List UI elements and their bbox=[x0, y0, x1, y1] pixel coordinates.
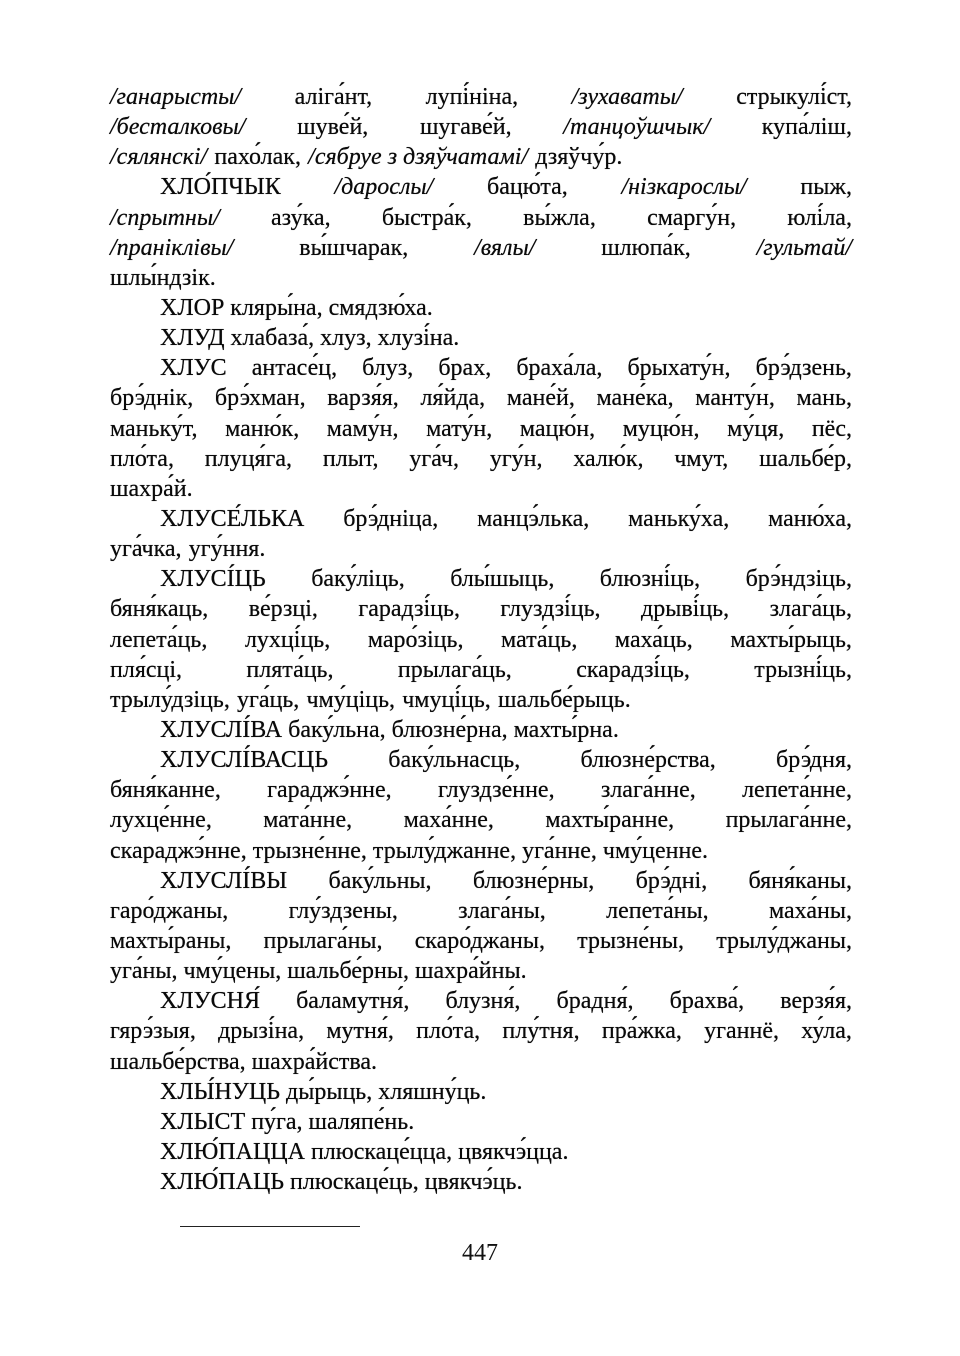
usage-note: /гультай/ bbox=[756, 234, 852, 261]
usage-note: /бесталковы/ bbox=[110, 114, 246, 141]
synonym-text: варзя́я, bbox=[327, 385, 399, 412]
synonym-text: лепета́ць, bbox=[110, 626, 208, 653]
synonym-text: мата́ць, bbox=[501, 626, 578, 653]
synonym-text: шальбе́рства, шахра́йства. bbox=[110, 1048, 378, 1075]
synonym-text: бяня́каны, bbox=[748, 867, 852, 894]
text-line bbox=[110, 625, 852, 655]
text-line bbox=[110, 1107, 852, 1137]
dictionary-entry bbox=[110, 82, 852, 172]
synonym-text: уганнё, bbox=[704, 1018, 779, 1045]
synonym-text: маха́ць, bbox=[614, 626, 693, 653]
text-line bbox=[110, 82, 852, 112]
synonym-text: маха́нне, bbox=[403, 807, 494, 834]
synonym-text: гярэ́зыя, bbox=[110, 1018, 196, 1045]
synonym-text: мане́ка, bbox=[596, 385, 674, 412]
text-line bbox=[110, 564, 852, 594]
synonym-text: бяня́канне, bbox=[110, 777, 221, 804]
synonym-text: прылага́ны, bbox=[263, 927, 383, 954]
synonym-text: лепета́ны, bbox=[606, 897, 709, 924]
synonym-text: скаро́джаны, bbox=[414, 927, 546, 954]
dictionary-entry bbox=[110, 504, 852, 564]
synonym-text: блюзне́рства, bbox=[580, 747, 716, 774]
synonym-text: вы́шчарак, bbox=[299, 234, 409, 261]
synonym-text: стрыкулі́ст, bbox=[736, 84, 852, 110]
synonym-text: лухці́ць, bbox=[244, 626, 331, 653]
synonym-text: баку́ліць, bbox=[311, 566, 405, 593]
synonym-text: халю́к, bbox=[573, 445, 644, 472]
usage-note: /сябруе з дзяўчатамі/ bbox=[308, 144, 529, 171]
synonym-text: мата́нне, bbox=[263, 807, 353, 834]
synonym-text: ве́рзці, bbox=[248, 596, 318, 623]
usage-note: /праніклівы/ bbox=[110, 234, 234, 261]
synonym-text: трылу́дзіць, bbox=[110, 686, 230, 713]
synonym-text: трызне́ны, bbox=[577, 927, 685, 954]
synonym-text: верзя́я, bbox=[780, 988, 852, 1015]
synonym-text: шальбе́рыць. bbox=[497, 686, 631, 713]
synonym-text: трызні́ць, bbox=[754, 656, 852, 683]
text-line bbox=[110, 353, 852, 383]
text-line bbox=[110, 112, 852, 142]
text-line bbox=[110, 534, 852, 564]
synonym-text: трылу́джаны, bbox=[716, 927, 852, 954]
synonym-text: пра́жка, bbox=[601, 1018, 682, 1045]
synonym-text: брахва́, bbox=[669, 988, 745, 1015]
synonym-text: брэ́дні, bbox=[635, 867, 708, 894]
synonym-text: блюзне́рны, bbox=[472, 867, 595, 894]
headword-text: ХЛУС bbox=[160, 355, 227, 382]
synonym-text: баку́льны, bbox=[328, 867, 432, 894]
synonym-text: уга́ць, bbox=[237, 686, 300, 713]
synonym-text: уга́чка, bbox=[110, 536, 182, 563]
synonym-text: брыхату́н, bbox=[627, 355, 731, 382]
headword-text: ХЛУСНЯ́ bbox=[160, 988, 260, 1015]
dictionary-entry bbox=[110, 1137, 852, 1167]
synonym-text: махты́рыць, bbox=[730, 626, 852, 653]
synonym-text: злага́ны, bbox=[458, 897, 546, 924]
dictionary-entry bbox=[110, 745, 852, 866]
synonym-text: мань, bbox=[796, 385, 852, 412]
synonym-text: уга́ны, чму́цены, шальбе́рны, шахра́йны. bbox=[110, 958, 527, 985]
synonym-text: шуве́й, bbox=[297, 114, 369, 141]
synonym-text: глу́здзены, bbox=[288, 897, 398, 924]
synonym-text: мане́й, bbox=[506, 385, 575, 412]
text-line bbox=[110, 1016, 852, 1046]
headword-text: ХЛЫ́НУЦЬ ды́рыць, хляшну́ць. bbox=[160, 1078, 487, 1105]
text-line bbox=[110, 263, 852, 293]
dictionary-entry bbox=[110, 323, 852, 353]
synonym-text: му́ця, bbox=[727, 415, 785, 442]
text-line bbox=[110, 323, 852, 353]
dictionary-entry bbox=[110, 1167, 852, 1197]
synonym-text: брэ́дніца, bbox=[343, 505, 439, 532]
synonym-text: брэ́ндзіць, bbox=[745, 566, 852, 593]
synonym-text: лупі́ніна, bbox=[425, 84, 519, 110]
text-line bbox=[110, 293, 852, 323]
synonym-text: брэ́хман, bbox=[214, 385, 306, 412]
synonym-text: ля́йда, bbox=[420, 385, 486, 412]
text-line bbox=[110, 1167, 852, 1197]
synonym-text: блузня́, bbox=[445, 988, 521, 1015]
text-line bbox=[110, 715, 852, 745]
text-line bbox=[110, 142, 852, 172]
synonym-text: угу́ння. bbox=[188, 536, 266, 563]
synonym-text: баку́льнасць, bbox=[388, 747, 521, 774]
dictionary-entry bbox=[110, 866, 852, 987]
synonym-text: маро́зіць, bbox=[367, 626, 464, 653]
synonym-text: плу́тня, bbox=[502, 1018, 580, 1045]
usage-note: /дарослы/ bbox=[334, 174, 434, 201]
synonym-text: злага́нне, bbox=[600, 777, 696, 804]
usage-note: /танцоўшчык/ bbox=[563, 114, 711, 141]
synonym-text: шлюпа́к, bbox=[601, 234, 691, 261]
text-line bbox=[110, 414, 852, 444]
synonym-text: дзяўчу́р. bbox=[535, 144, 623, 171]
text-line bbox=[110, 926, 852, 956]
headword-text: ХЛУСЛІ́ВЫ bbox=[160, 867, 288, 894]
text-line bbox=[110, 1077, 852, 1107]
text-line bbox=[110, 172, 852, 202]
text-line bbox=[110, 685, 852, 715]
synonym-text: скараджэ́нне, трызне́нне, трылу́джанне, уга́нне, чму́ценне. bbox=[110, 837, 708, 864]
synonym-text: блы́шыць, bbox=[450, 566, 555, 593]
synonym-text: алiга́нт, bbox=[294, 84, 373, 110]
synonym-text: мату́н, bbox=[426, 415, 493, 442]
synonym-text: дрызі́на, bbox=[218, 1018, 305, 1045]
synonym-text: глуздзе́нне, bbox=[437, 777, 555, 804]
dictionary-entry bbox=[110, 715, 852, 745]
synonym-text: гаро́джаны, bbox=[110, 897, 229, 924]
page-number: 447 bbox=[462, 1240, 498, 1266]
synonym-text: прылага́нне, bbox=[725, 807, 852, 834]
synonym-text: плуця́га, bbox=[204, 445, 292, 472]
dictionary-entry bbox=[110, 986, 852, 1076]
synonym-text: пёс, bbox=[811, 415, 852, 442]
text-line bbox=[110, 444, 852, 474]
synonym-text: шахра́й. bbox=[110, 475, 193, 502]
synonym-text: плята́ць, bbox=[246, 656, 334, 683]
synonym-text: бацю́та, bbox=[487, 174, 568, 201]
text-line bbox=[110, 956, 852, 986]
text-line bbox=[110, 986, 852, 1016]
synonym-text: прылага́ць, bbox=[397, 656, 512, 683]
synonym-text: гараджэ́нне, bbox=[267, 777, 392, 804]
synonym-text: манту́н, bbox=[695, 385, 775, 412]
synonym-text: чму́ціць, bbox=[306, 686, 396, 713]
headword-text: ХЛОР кляры́на, смядзю́ха. bbox=[160, 294, 433, 321]
usage-note: /вялы/ bbox=[474, 234, 536, 261]
synonym-text: скарадзі́ць, bbox=[576, 656, 690, 683]
text-line bbox=[110, 655, 852, 685]
synonym-text: пахо́лак, bbox=[214, 144, 301, 171]
synonym-text: блюзні́ць, bbox=[599, 566, 701, 593]
synonym-text: ху́ла, bbox=[801, 1018, 852, 1045]
dictionary-entry bbox=[110, 293, 852, 323]
synonym-text: глуздзі́ць, bbox=[500, 596, 601, 623]
synonym-text: маньку́т, bbox=[110, 415, 198, 442]
synonym-text: шугаве́й, bbox=[419, 114, 512, 141]
text-line bbox=[110, 233, 852, 263]
dictionary-entry bbox=[110, 564, 852, 715]
headword-text: ХЛЫСТ пу́га, шаляпе́нь. bbox=[160, 1108, 415, 1135]
text-line bbox=[110, 775, 852, 805]
synonym-text: маню́к, bbox=[225, 415, 300, 442]
synonym-text: манцэ́лька, bbox=[477, 505, 590, 532]
synonym-text: азу́ка, bbox=[270, 204, 331, 231]
synonym-text: маньку́ха, bbox=[628, 505, 730, 532]
text-line bbox=[110, 866, 852, 896]
headword-text: ХЛЮ́ПАЦЦА плюскаце́цца, цвякчэ́цца. bbox=[160, 1138, 569, 1165]
synonym-text: быстра́к, bbox=[381, 204, 472, 231]
synonym-text: плыт, bbox=[322, 445, 379, 472]
synonym-text: бяня́каць, bbox=[110, 596, 209, 623]
text-line bbox=[110, 594, 852, 624]
synonym-text: дрыві́ць, bbox=[640, 596, 730, 623]
text-line bbox=[110, 1137, 852, 1167]
synonym-text: гарадзі́ць, bbox=[358, 596, 460, 623]
synonym-text: махты́ранне, bbox=[545, 807, 675, 834]
synonym-text: юлі́ла, bbox=[787, 204, 852, 231]
text-line bbox=[110, 1047, 852, 1077]
synonym-text: брах, bbox=[438, 355, 492, 382]
dictionary-entry bbox=[110, 1077, 852, 1107]
synonym-text: брэ́дня, bbox=[776, 747, 852, 774]
dictionary-entry bbox=[110, 353, 852, 504]
synonym-text: маха́ны, bbox=[768, 897, 852, 924]
usage-note: /спрытны/ bbox=[110, 204, 220, 231]
synonym-text: пло́та, bbox=[110, 445, 174, 472]
synonym-text: мацю́н, bbox=[519, 415, 596, 442]
usage-note: /зухаваты/ bbox=[571, 84, 683, 110]
text-line bbox=[110, 474, 852, 504]
synonym-text: мутня́, bbox=[326, 1018, 394, 1045]
text-line bbox=[110, 836, 852, 866]
headword-text: ХЛУСЕ́ЛЬКА bbox=[160, 505, 305, 532]
synonym-text: махты́раны, bbox=[110, 927, 232, 954]
synonym-text: смаргу́н, bbox=[647, 204, 737, 231]
synonym-text: злага́ць, bbox=[769, 596, 852, 623]
text-line bbox=[110, 504, 852, 534]
synonym-text: брэ́днік, bbox=[110, 385, 194, 412]
synonym-text: брэ́дзень, bbox=[755, 355, 852, 382]
synonym-text: пля́сці, bbox=[110, 656, 183, 683]
synonym-text: шальбе́р, bbox=[759, 445, 852, 472]
synonym-text: чмуці́ць, bbox=[402, 686, 491, 713]
synonym-text: лухце́нне, bbox=[110, 807, 212, 834]
usage-note: /нізкарослы/ bbox=[621, 174, 747, 201]
headword-text: ХЛУСЛІ́ВА баку́льна, блюзне́рна, махты́рна. bbox=[160, 716, 619, 743]
text-line bbox=[110, 805, 852, 835]
synonym-text: баламутня́, bbox=[296, 988, 410, 1015]
synonym-text: вы́жла, bbox=[523, 204, 596, 231]
text-line bbox=[110, 896, 852, 926]
usage-note: /ганарысты/ bbox=[110, 84, 242, 110]
synonym-text: шлы́ндзік. bbox=[110, 264, 216, 291]
synonym-text: купа́ліш, bbox=[761, 114, 852, 141]
synonym-text: чмут, bbox=[674, 445, 729, 472]
synonym-text: уга́ч, bbox=[409, 445, 459, 472]
headword-text: ХЛУСІ́ЦЬ bbox=[160, 566, 266, 593]
text-line bbox=[110, 383, 852, 413]
dictionary-entry bbox=[110, 172, 852, 293]
headword-text: ХЛЮ́ПАЦЬ плюскаце́ць, цвякчэ́ць. bbox=[160, 1169, 523, 1196]
synonym-text: маму́н, bbox=[326, 415, 399, 442]
dictionary-entry bbox=[110, 1107, 852, 1137]
dictionary-page-body bbox=[110, 82, 852, 1197]
synonym-text: муцю́н, bbox=[622, 415, 700, 442]
usage-note: /сялянскі/ bbox=[110, 144, 208, 171]
synonym-text: блуз, bbox=[362, 355, 414, 382]
text-line bbox=[110, 203, 852, 233]
synonym-text: антасе́ц, bbox=[251, 355, 338, 382]
synonym-text: угу́н, bbox=[489, 445, 543, 472]
headword-text: ХЛУД хлабаза́, хлуз, хлузі́на. bbox=[160, 325, 460, 352]
headword-text: ХЛО́ПЧЫК bbox=[160, 174, 281, 201]
headword-text: ХЛУСЛІ́ВАСЦЬ bbox=[160, 747, 329, 774]
synonym-text: маню́ха, bbox=[768, 505, 852, 532]
synonym-text: лепета́нне, bbox=[742, 777, 852, 804]
synonym-text: пло́та, bbox=[416, 1018, 481, 1045]
synonym-text: браха́ла, bbox=[516, 355, 603, 382]
text-line bbox=[110, 745, 852, 775]
footnote-divider bbox=[180, 1226, 360, 1227]
synonym-text: пыж, bbox=[800, 174, 852, 201]
synonym-text: брадня́, bbox=[556, 988, 634, 1015]
